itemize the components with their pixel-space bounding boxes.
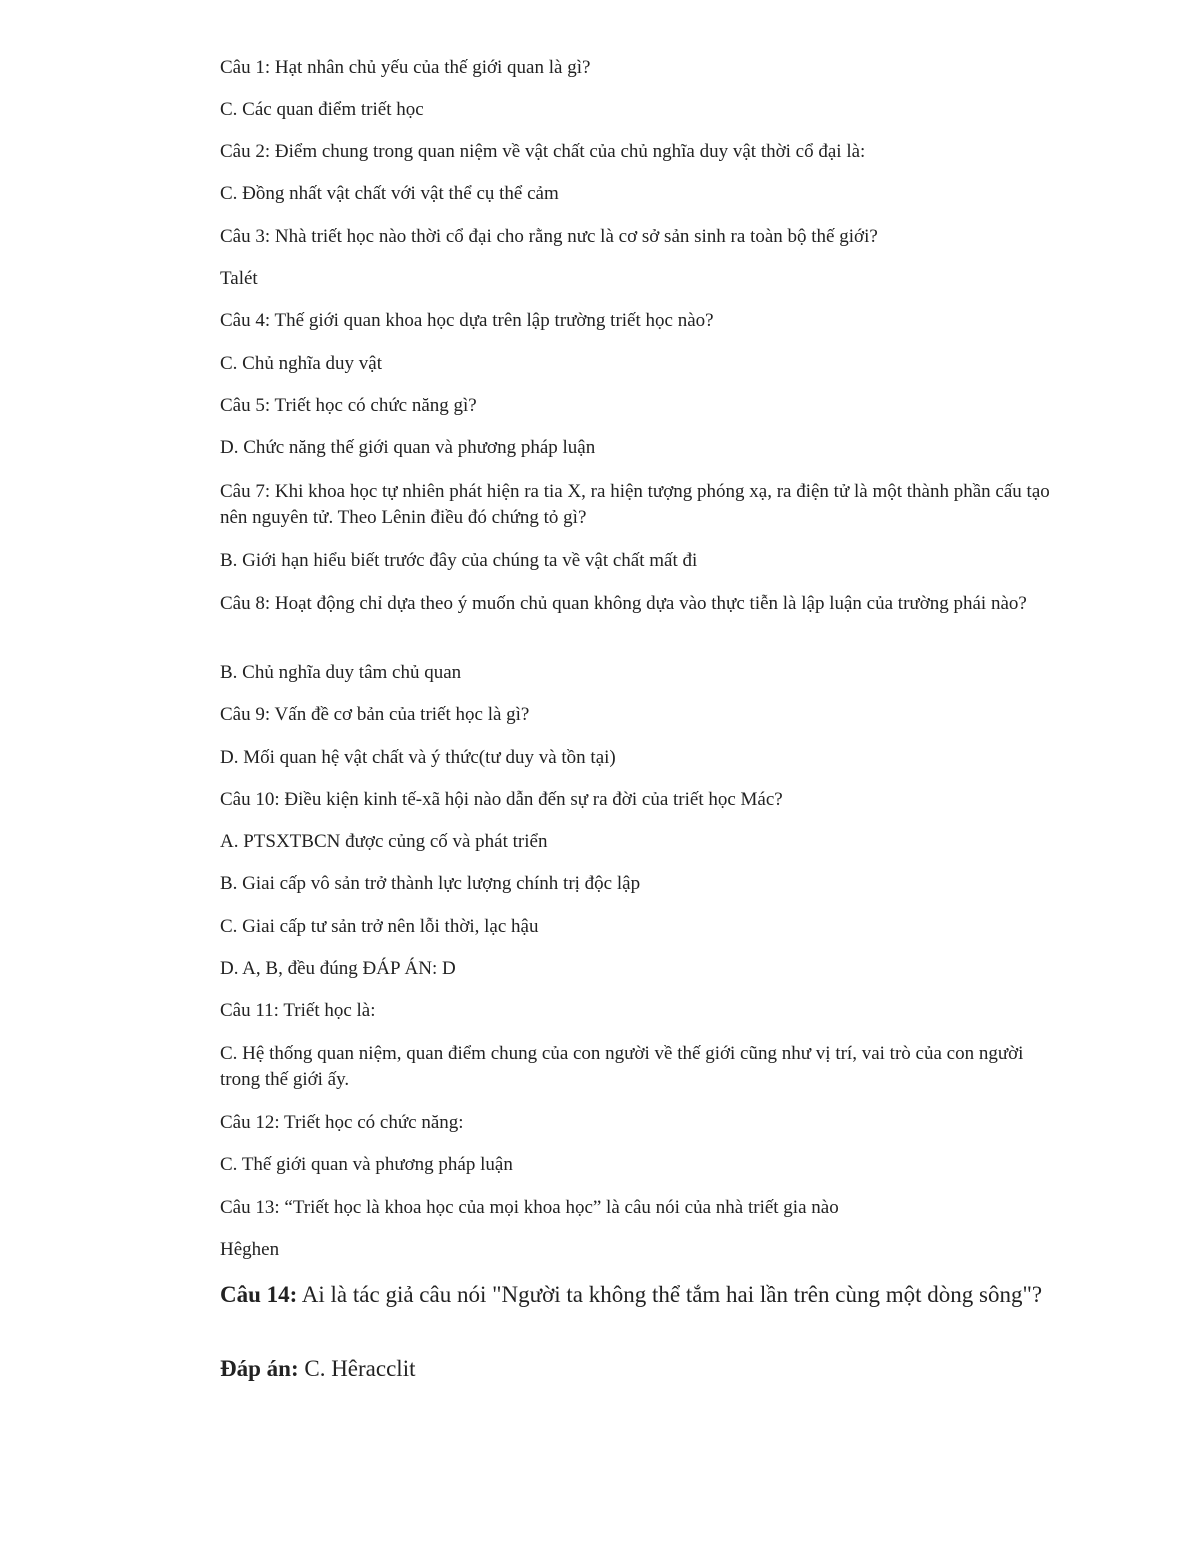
question-9: Câu 9: Vấn đề cơ bản của triết học là gì? (220, 704, 530, 725)
answer-4: C. Chủ nghĩa duy vật (220, 353, 383, 374)
answer-14-text: C. Hêracclit (298, 1356, 416, 1381)
answer-14 (220, 1354, 1060, 1384)
answer-11: C. Hệ thống quan niệm, quan điểm chung của con người về thế giới cũng như vị trí, vai trò của con người trong thế giới ấy. (220, 1043, 1024, 1090)
question-14-text: Ai là tác giả câu nói "Người ta không thể tắm hai lần trên cùng một dòng sông"? (297, 1282, 1043, 1307)
answer-10-a: A. PTSXTBCN được củng cố và phát triển (220, 831, 548, 852)
question-5: Câu 5: Triết học có chức năng gì? (220, 395, 477, 416)
answer-5: D. Chức năng thế giới quan và phương pháp luận (220, 437, 596, 458)
answer-10-b: B. Giai cấp vô sản trở thành lực lượng chính trị độc lập (220, 873, 641, 894)
answer-10-d: D. A, B, đều đúng ĐÁP ÁN: D (220, 958, 456, 979)
answer-12: C. Thế giới quan và phương pháp luận (220, 1154, 513, 1175)
answer-2: C. Đồng nhất vật chất với vật thể cụ thể cảm (220, 183, 559, 204)
answer-14-label: Đáp án: (220, 1356, 299, 1381)
question-4: Câu 4: Thế giới quan khoa học dựa trên lập trường triết học nào? (220, 310, 714, 331)
question-7: Câu 7: Khi khoa học tự nhiên phát hiện ra tia X, ra hiện tượng phóng xạ, ra điện tử là một thành phần cấu tạo nên nguyên tử. Theo Lênin điều đó chứng tỏ gì? (220, 481, 1050, 528)
question-10: Câu 10: Điều kiện kinh tế-xã hội nào dẫn đến sự ra đời của triết học Mác? (220, 789, 783, 810)
question-2: Câu 2: Điểm chung trong quan niệm về vật chất của chủ nghĩa duy vật thời cổ đại là: (220, 141, 866, 162)
question-8: Câu 8: Hoạt động chỉ dựa theo ý muốn chủ quan không dựa vào thực tiễn là lập luận của trường phái nào? (220, 593, 1027, 614)
question-13: Câu 13: “Triết học là khoa học của mọi khoa học” là câu nói của nhà triết gia nào (220, 1197, 839, 1218)
question-1: Câu 1: Hạt nhân chủ yếu của thế giới quan là gì? (220, 57, 591, 78)
question-11: Câu 11: Triết học là: (220, 1000, 376, 1021)
answer-7: B. Giới hạn hiểu biết trước đây của chúng ta về vật chất mất đi (220, 550, 698, 571)
answer-9: D. Mối quan hệ vật chất và ý thức(tư duy và tồn tại) (220, 747, 616, 768)
answer-10-c: C. Giai cấp tư sản trở nên lỗi thời, lạc hậu (220, 916, 539, 937)
answer-1: C. Các quan điểm triết học (220, 99, 424, 120)
question-12: Câu 12: Triết học có chức năng: (220, 1112, 464, 1133)
answer-3: Talét (220, 268, 258, 289)
answer-13: Hêghen (220, 1239, 280, 1260)
question-14 (220, 1280, 1060, 1310)
answer-8: B. Chủ nghĩa duy tâm chủ quan (220, 662, 462, 683)
question-3: Câu 3: Nhà triết học nào thời cổ đại cho rằng nưc là cơ sở sản sinh ra toàn bộ thế giới? (220, 226, 878, 247)
question-14-label: Câu 14: (220, 1282, 298, 1307)
